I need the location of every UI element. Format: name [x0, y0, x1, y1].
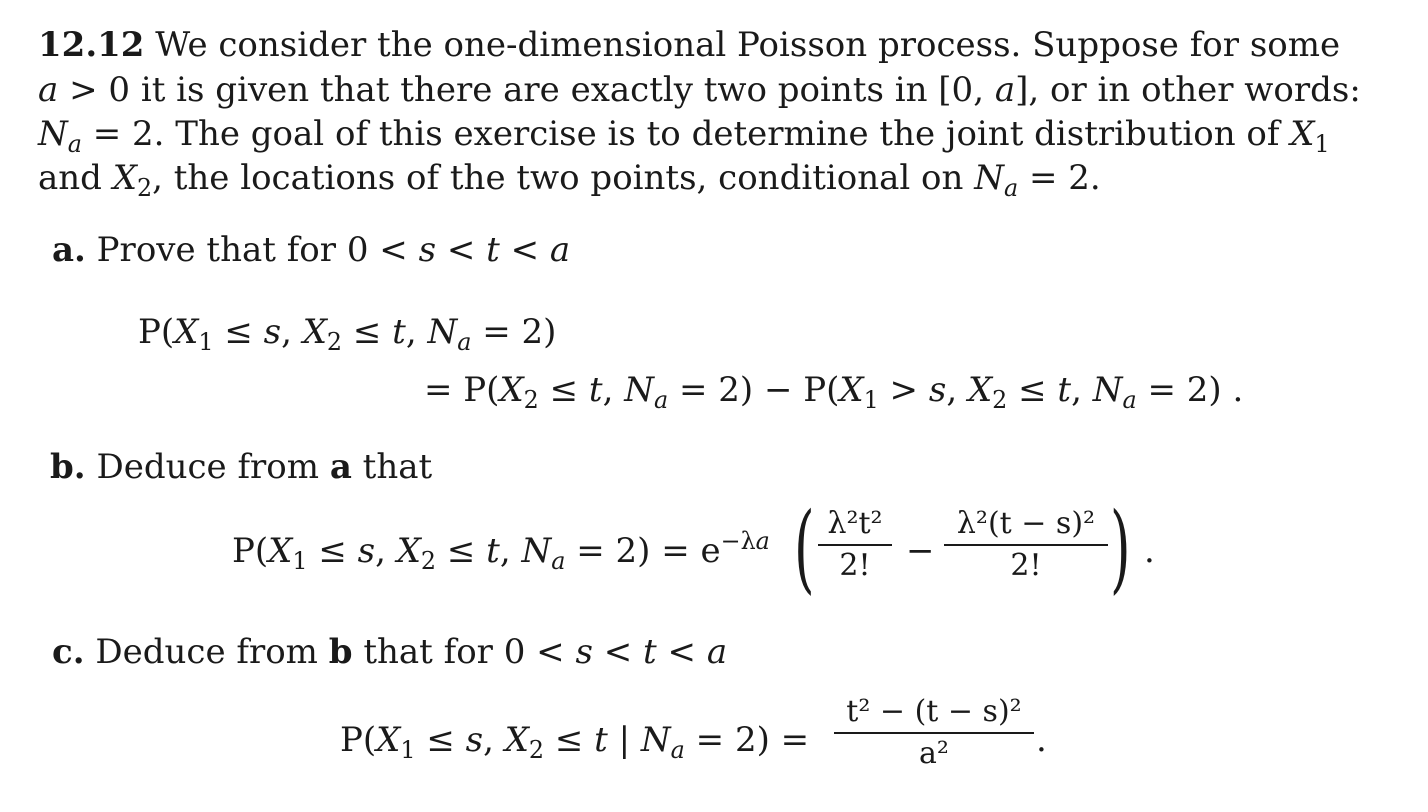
part-b-minus: − [906, 531, 935, 571]
right-paren: ) [1110, 492, 1131, 604]
part-b-end: . [1144, 531, 1155, 571]
part-b-fraction-2 [944, 506, 1108, 584]
part-b-equation-lhs: $P(X_1 \le s$, $X_2 \le t$, $N_a = 2) = e^{-\lambda a}$ [232, 526, 770, 576]
fraction-1-numerator: λ²t² [827, 506, 883, 541]
intro-line-1: 12.12 We consider the one-dimensional Poisson process. Suppose for some [38, 25, 1341, 65]
part-c-numerator: t² − (t − s)² [846, 694, 1022, 729]
fraction-1-denominator: 2! [839, 548, 871, 583]
part-a-text: a. Prove that for 0 < s < t < a [52, 230, 571, 270]
part-a-label: a. [52, 230, 86, 270]
fraction-2-denominator: 2! [1010, 548, 1042, 583]
part-a-equation-line-1: $P(X_1 \le s$, $X_2 \le t$, $N_a = 2$) [138, 312, 557, 357]
part-c-end: . [1036, 720, 1047, 760]
part-b-text [50, 447, 432, 487]
fraction-2-numerator: λ²(t − s)² [956, 506, 1096, 541]
problem-number: 12.12 [38, 25, 145, 65]
part-c-label: c. [52, 632, 85, 672]
fraction-bar [834, 732, 1034, 734]
part-c-text-post: that for 0 < s < t < a [363, 632, 728, 672]
fraction-bar [818, 544, 892, 546]
part-b-fraction-1 [818, 506, 892, 584]
part-b-label: b. [50, 447, 86, 487]
part-b-text-pre: Deduce from [96, 447, 319, 487]
part-c-text [52, 632, 727, 672]
intro-line-4: and $X_2$, the locations of the two points, conditional on $N_a = 2$. [38, 158, 1101, 203]
part-c-text-pre: Deduce from [95, 632, 318, 672]
part-b-ref: a [329, 447, 352, 487]
part-b-text-post: that [362, 447, 433, 487]
part-c-ref: b [328, 632, 353, 672]
intro-line-3: $N_a = 2$. The goal of this exercise is to determine the joint distribution of $X_1$ [38, 114, 1330, 159]
left-paren: ( [794, 492, 815, 604]
part-c-denominator: a² [919, 736, 949, 771]
intro-line-2: a > 0 it is given that there are exactly two points in [0, a], or in other words: [38, 70, 1361, 110]
part-c-equation-lhs: $P(X_1 \le s$, $X_2 \le t$ | $N_a = 2$) = [340, 720, 810, 765]
part-a-equation-line-2: = $P(X_2 \le t$, $N_a = 2) - P(X_1 > s$, $X_2 \le t$, $N_a = 2$) . [424, 370, 1244, 415]
part-c-fraction [834, 694, 1034, 772]
fraction-bar [944, 544, 1108, 546]
